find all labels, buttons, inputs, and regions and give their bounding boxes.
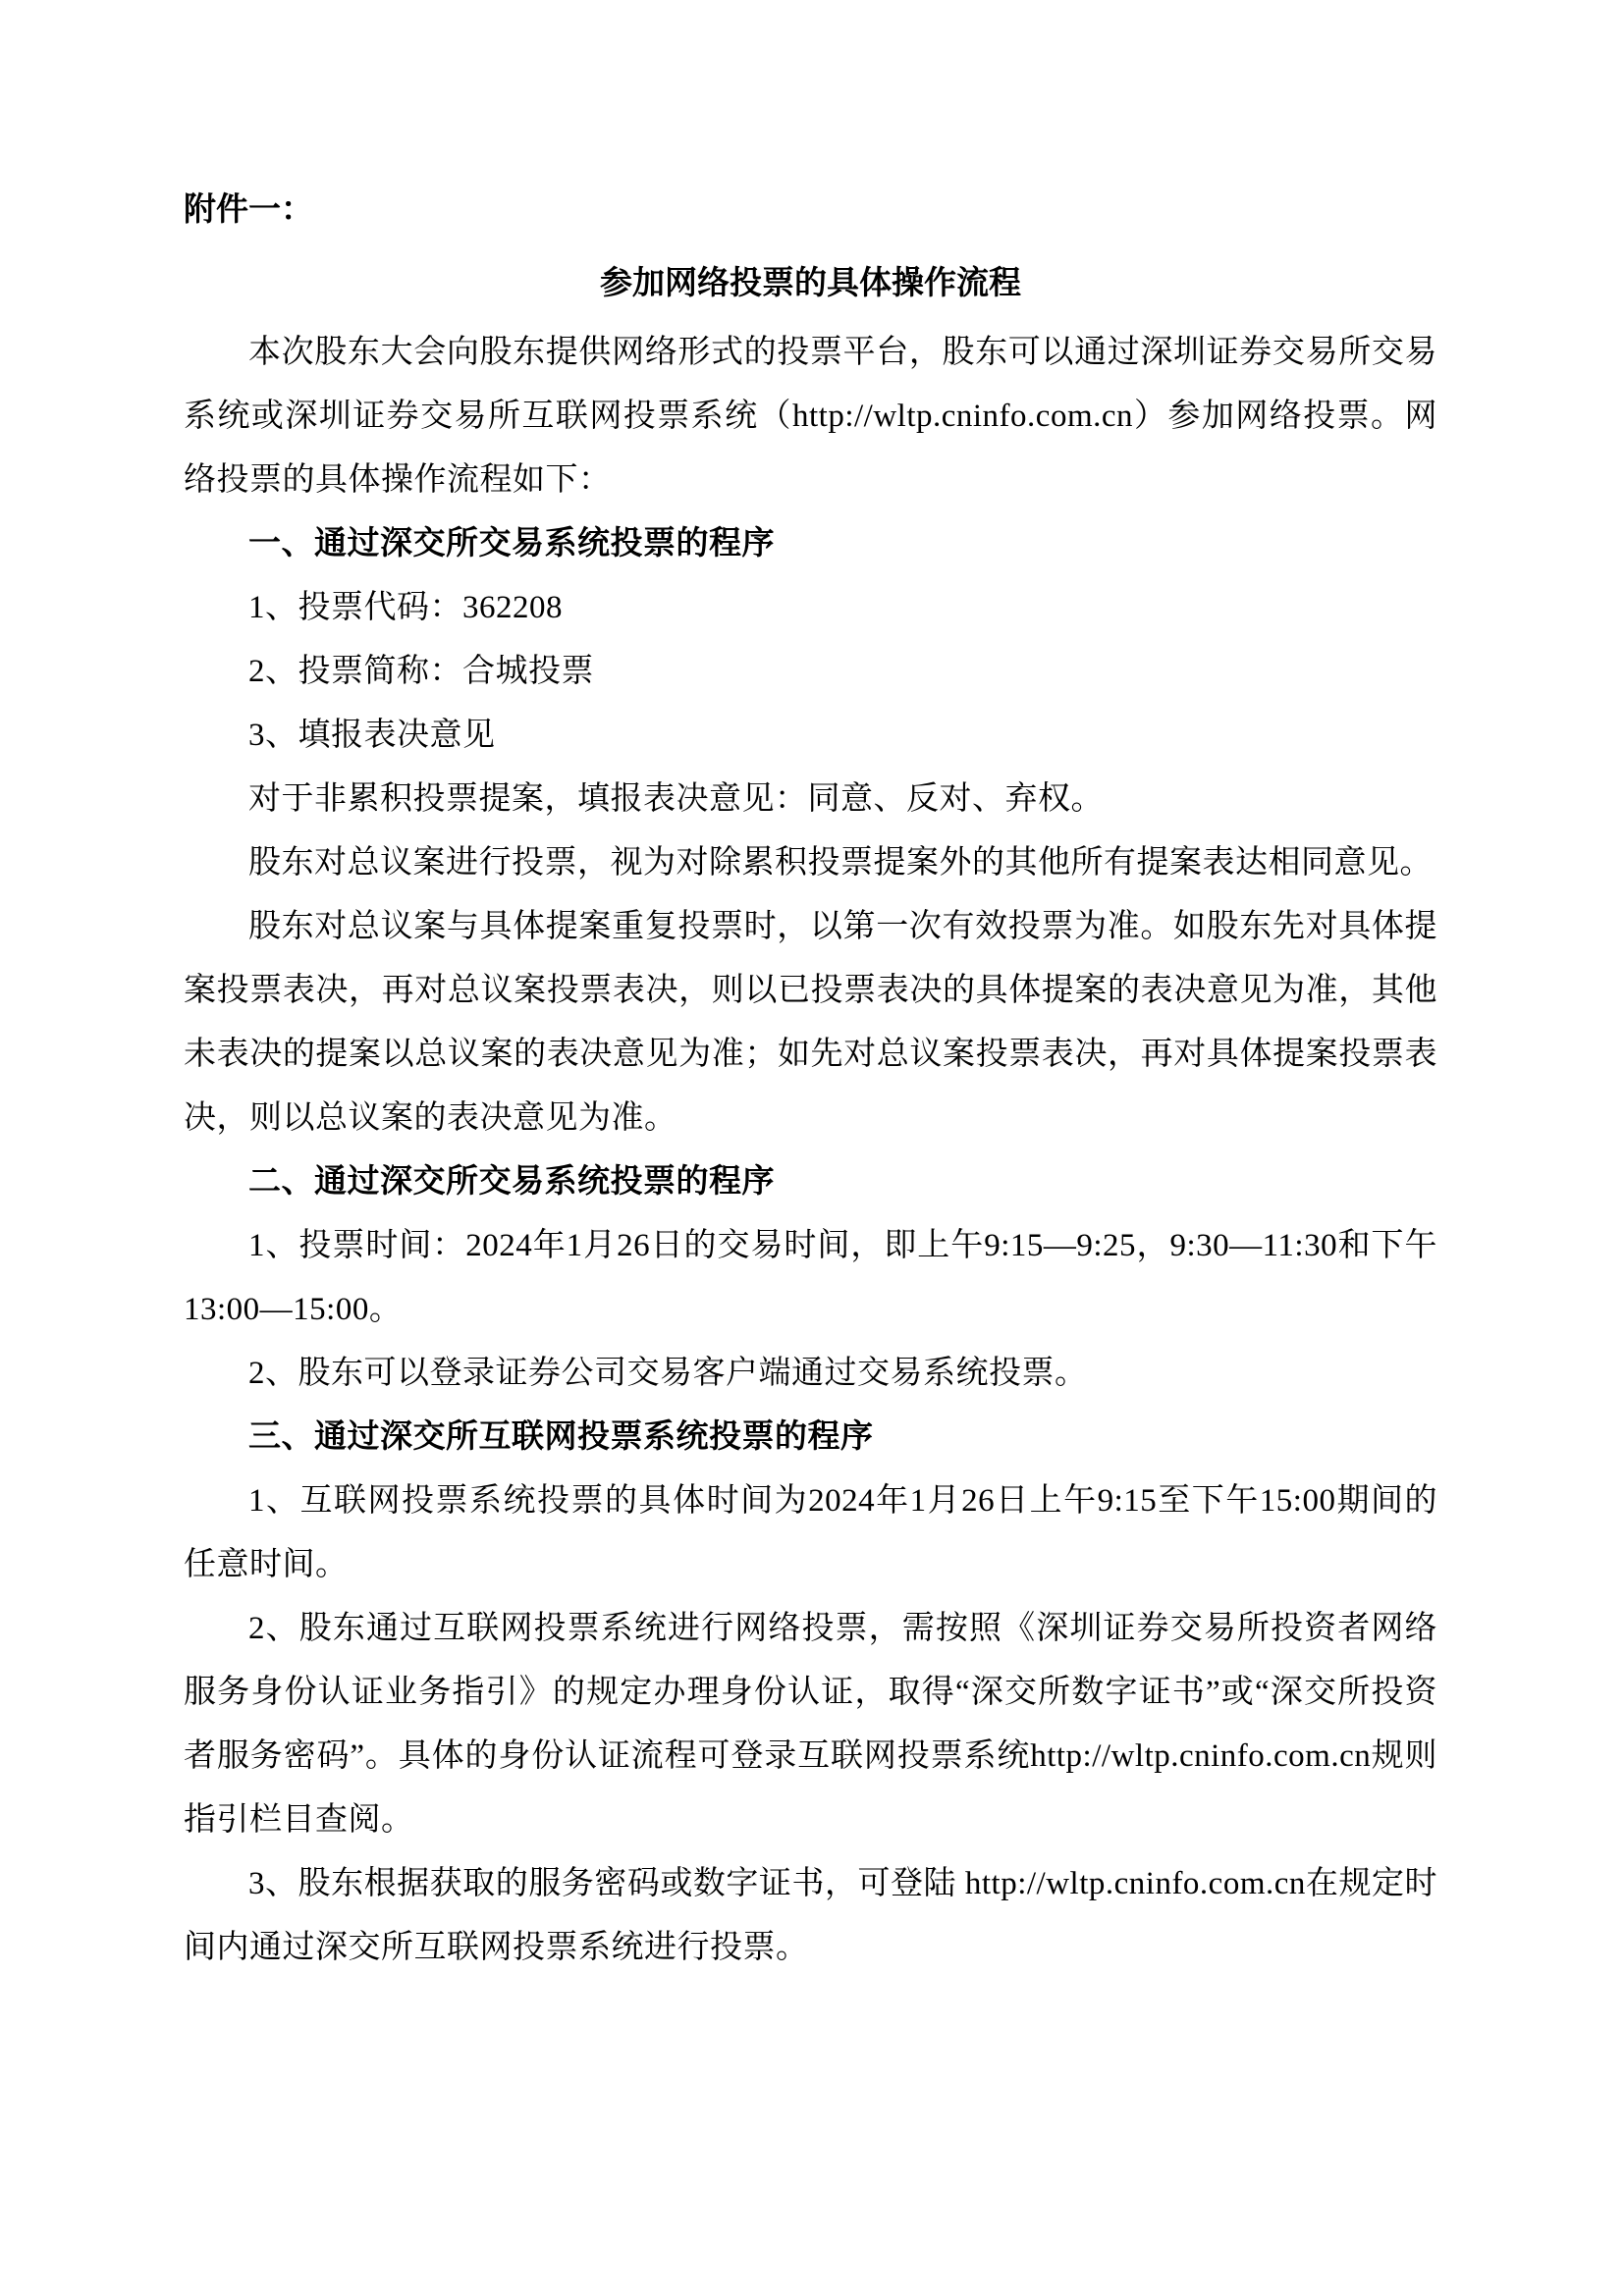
internet-voting-time-item: 1、互联网投票系统投票的具体时间为2024年1月26日上午9:15至下午15:00期间的任意时间。 [184,1483,1437,1582]
identity-authentication-item: 2、股东通过互联网投票系统进行网络投票，需按照《深圳证券交易所投资者网络服务身份认证业务指引》的规定办理身份认证，取得“深交所数字证书”或“深交所投资者服务密码”。具体的身份认证流程可登录互联网投票系统http://wltp.cninfo.com.cn规则指引栏目查阅。 [184,1611,1437,1838]
voting-abbreviation-item: 2、投票简称：合城投票 [248,654,594,689]
voting-code-item: 1、投票代码：362208 [248,590,563,625]
intro-paragraph: 本次股东大会向股东提供网络形式的投票平台，股东可以通过深圳证券交易所交易系统或深圳证券交易所互联网投票系统（http://wltp.cninfo.com.cn）参加网络投票。网络投票的具体操作流程如下： [184,335,1437,498]
section-1-heading: 一、通过深交所交易系统投票的程序 [248,526,775,561]
broker-client-login-item: 2、股东可以登录证券公司交易客户端通过交易系统投票。 [248,1356,1088,1391]
attachment-label: 附件一： [184,192,313,228]
repeat-voting-rule-paragraph: 股东对总议案与具体提案重复投票时，以第一次有效投票为准。如股东先对具体提案投票表决，再对总议案投票表决，则以已投票表决的具体提案的表决意见为准，其他未表决的提案以总议案的表决意见为准；如先对总议案投票表决，再对具体提案投票表决，则以总议案的表决意见为准。 [184,909,1437,1136]
non-cumulative-voting-paragraph: 对于非累积投票提案，填报表决意见：同意、反对、弃权。 [248,781,1104,817]
voting-opinion-item: 3、填报表决意见 [248,718,496,753]
general-proposal-voting-paragraph: 股东对总议案进行投票，视为对除累积投票提案外的其他所有提案表达相同意见。 [248,845,1433,881]
section-2-heading: 二、通过深交所交易系统投票的程序 [248,1164,775,1200]
login-and-vote-item: 3、股东根据获取的服务密码或数字证书，可登陆 http://wltp.cninfo.com.cn在规定时间内通过深交所互联网投票系统进行投票。 [184,1866,1437,1965]
section-3-heading: 三、通过深交所互联网投票系统投票的程序 [248,1419,874,1455]
voting-time-item: 1、投票时间：2024年1月26日的交易时间，即上午9:15—9:25，9:30—11:30和下午13:00—15:00。 [184,1228,1437,1327]
document-title: 参加网络投票的具体操作流程 [600,266,1021,301]
